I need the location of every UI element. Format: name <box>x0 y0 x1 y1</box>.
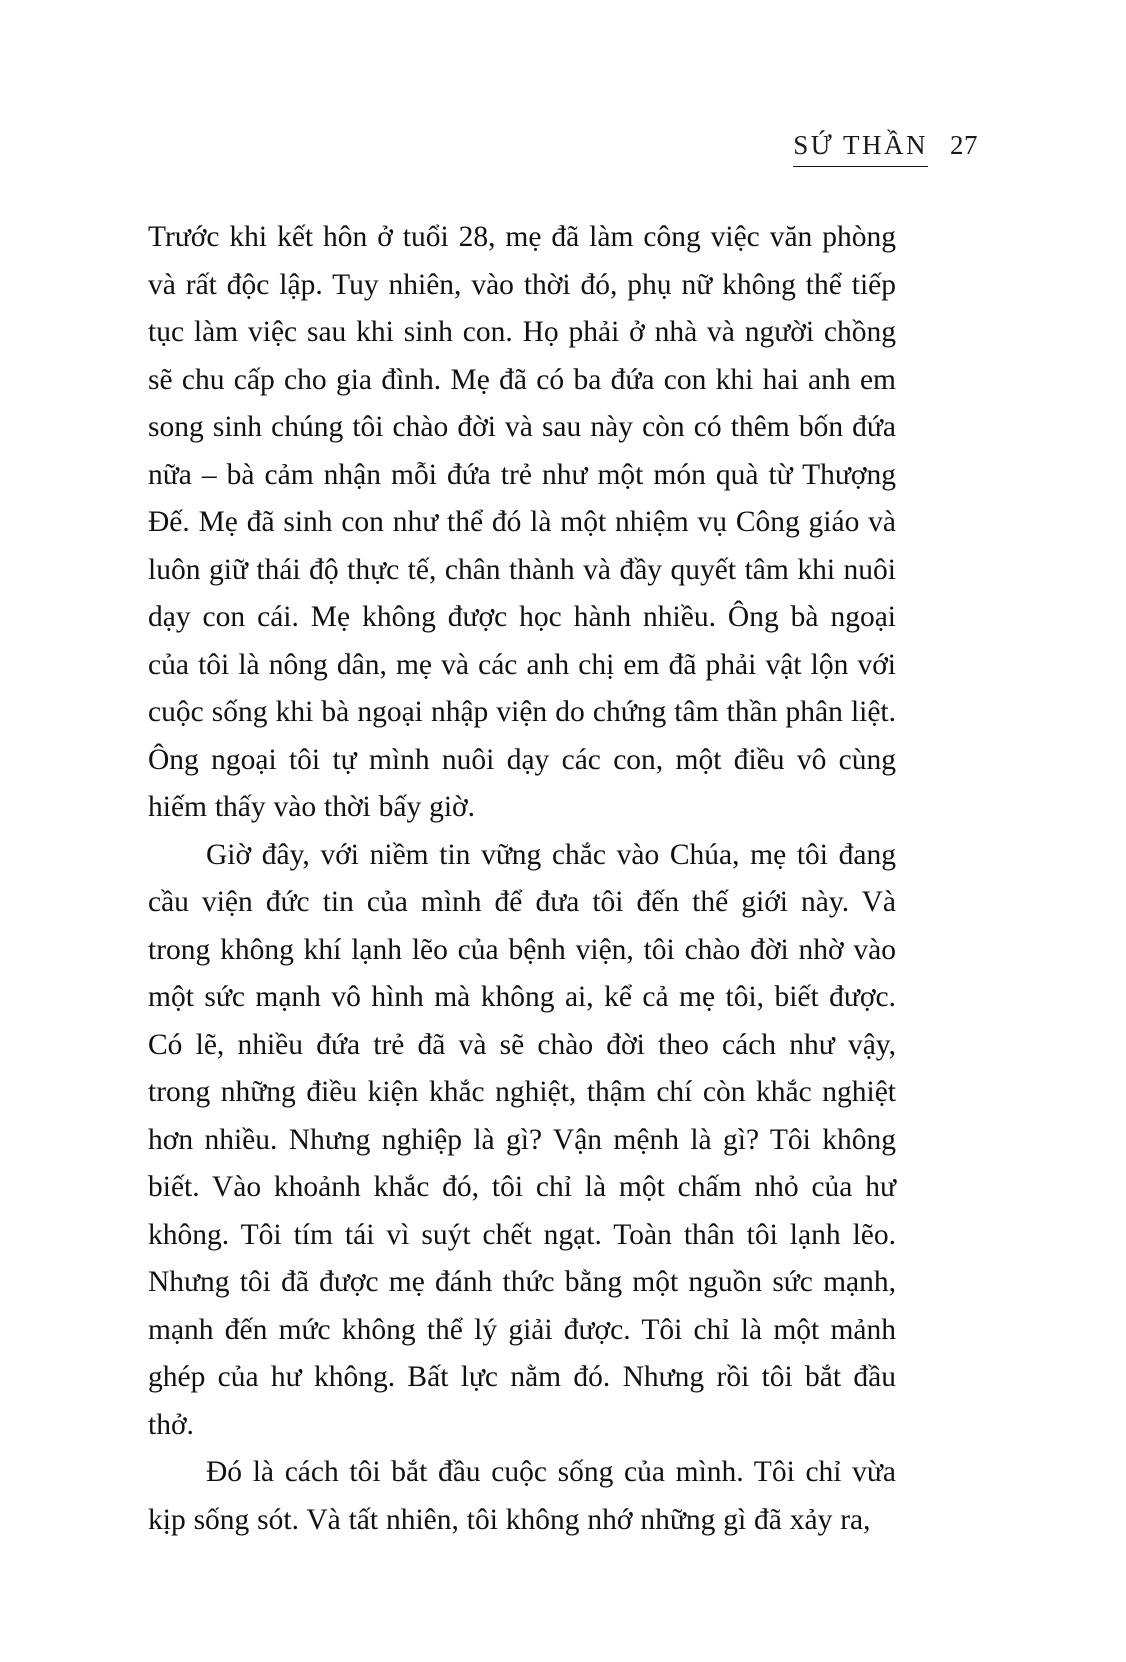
body-text <box>148 214 896 1544</box>
page-number: 27 <box>950 130 978 160</box>
running-title: SỨ THẦN <box>793 130 928 167</box>
paragraph: Giờ đây, với niềm tin vững chắc vào Chúa, mẹ tôi đang cầu viện đức tin của mình để đưa tôi đến thế giới này. Và trong không khí lạnh lẽo của bệnh viện, tôi chào đời nhờ vào một sức mạnh vô hình mà không ai, kể cả mẹ tôi, biết được. Có lẽ, nhiều đứa trẻ đã và sẽ chào đời theo cách như vậy, trong những điều kiện khắc nghiệt, thậm chí còn khắc nghiệt hơn nhiều. Nhưng nghiệp là gì? Vận mệnh là gì? Tôi không biết. Vào khoảnh khắc đó, tôi chỉ là một chấm nhỏ của hư không. Tôi tím tái vì suýt chết ngạt. Toàn thân tôi lạnh lẽo. Nhưng tôi đã được mẹ đánh thức bằng một nguồn sức mạnh, mạnh đến mức không thể lý giải được. Tôi chỉ là một mảnh ghép của hư không. Bất lực nằm đó. Nhưng rồi tôi bắt đầu thở. <box>148 838 896 1441</box>
paragraph: Trước khi kết hôn ở tuổi 28, mẹ đã làm công việc văn phòng và rất độc lập. Tuy nhiên, vào thời đó, phụ nữ không thể tiếp tục làm việc sau khi sinh con. Họ phải ở nhà và người chồng sẽ chu cấp cho gia đình. Mẹ đã có ba đứa con khi hai anh em song sinh chúng tôi chào đời và sau này còn có thêm bốn đứa nữa – bà cảm nhận mỗi đứa trẻ như một món quà từ Thượng Đế. Mẹ đã sinh con như thể đó là một nhiệm vụ Công giáo và luôn giữ thái độ thực tế, chân thành và đầy quyết tâm khi nuôi dạy con cái. Mẹ không được học hành nhiều. Ông bà ngoại của tôi là nông dân, mẹ và các anh chị em đã phải vật lộn với cuộc sống khi bà ngoại nhập viện do chứng tâm thần phân liệt. Ông ngoại tôi tự mình nuôi dạy các con, một điều vô cùng hiếm thấy vào thời bấy giờ. <box>148 221 896 823</box>
page-header <box>793 130 978 167</box>
paragraph: Đó là cách tôi bắt đầu cuộc sống của mình. Tôi chỉ vừa kịp sống sót. Và tất nhiên, tôi không nhớ những gì đã xảy ra, <box>148 1456 896 1536</box>
